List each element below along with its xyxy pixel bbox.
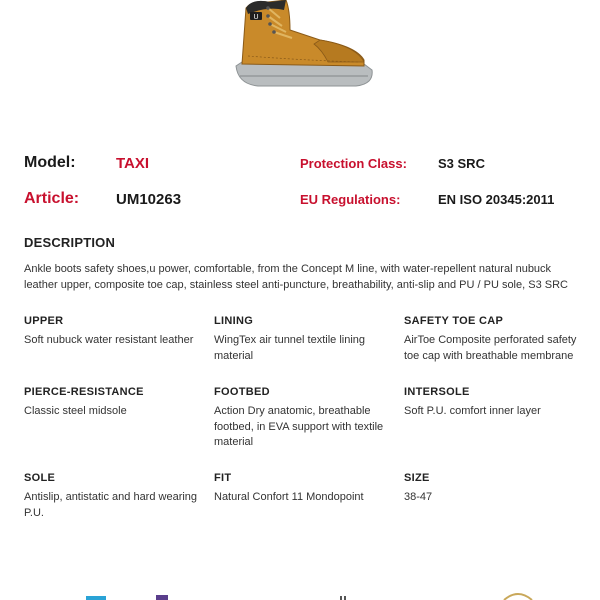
spec-value: WingTex air tunnel textile lining material [214, 334, 366, 362]
spec-fit [214, 472, 394, 506]
cert-logo-mark-2 [344, 596, 346, 600]
model-value: TAXI [116, 155, 150, 172]
spec-value: Antislip, antistatic and hard wearing P.U. [24, 491, 198, 519]
cert-logo-mark-1 [340, 596, 342, 600]
spec-heading: SIZE [404, 472, 430, 484]
product-boot-image [228, 0, 378, 92]
spec-footbed [214, 386, 386, 451]
spec-heading: PIERCE-RESISTANCE [24, 386, 144, 398]
spec-size [404, 472, 584, 506]
cert-logo-blue [86, 596, 106, 600]
spec-heading: SOLE [24, 472, 56, 484]
spec-value: Soft P.U. comfort inner layer [404, 405, 541, 417]
spec-sole [24, 472, 200, 521]
eu-regulations-value: EN ISO 20345:2011 [438, 192, 555, 207]
protection-class-label: Protection Class: [300, 156, 407, 171]
spec-heading: FIT [214, 472, 232, 484]
cert-logo-seal [504, 594, 532, 600]
spec-safety-toe-cap [404, 315, 584, 364]
spec-value: 38-47 [404, 491, 433, 503]
article-value: UM10263 [116, 191, 182, 208]
spec-value: Natural Confort 11 Mondopoint [214, 491, 364, 503]
spec-value: Soft nubuck water resistant leather [24, 334, 194, 346]
spec-value: Classic steel midsole [24, 405, 127, 417]
cert-logo-purple [156, 595, 168, 600]
spec-heading: LINING [214, 315, 254, 327]
certification-logos [0, 586, 600, 600]
spec-upper [24, 315, 204, 349]
spec-heading: FOOTBED [214, 386, 270, 398]
spec-heading: SAFETY TOE CAP [404, 315, 504, 327]
article-label: Article: [24, 190, 80, 207]
spec-pierce-resistance [24, 386, 204, 420]
protection-class-value: S3 SRC [438, 156, 485, 171]
spec-value: AirToe Composite perforated safety toe cap with breathable membrane [404, 334, 577, 362]
description-title: DESCRIPTION [24, 235, 116, 250]
description-text: Ankle boots safety shoes,u power, comfortable, from the Concept M line, with water-repellent natural nubuck leather upper, composite toe cap, stainless steel anti-puncture, breathability, anti-slip and PU / PU sole, S3 SRC [24, 263, 568, 291]
spec-intersole [404, 386, 584, 420]
spec-value: Action Dry anatomic, breathable footbed, in EVA support with textile material [214, 405, 384, 448]
spec-heading: UPPER [24, 315, 64, 327]
model-label: Model: [24, 154, 76, 171]
eu-regulations-label: EU Regulations: [300, 192, 401, 207]
boot-brand-logo: U [253, 14, 259, 21]
spec-lining [214, 315, 384, 364]
spec-heading: INTERSOLE [404, 386, 470, 398]
